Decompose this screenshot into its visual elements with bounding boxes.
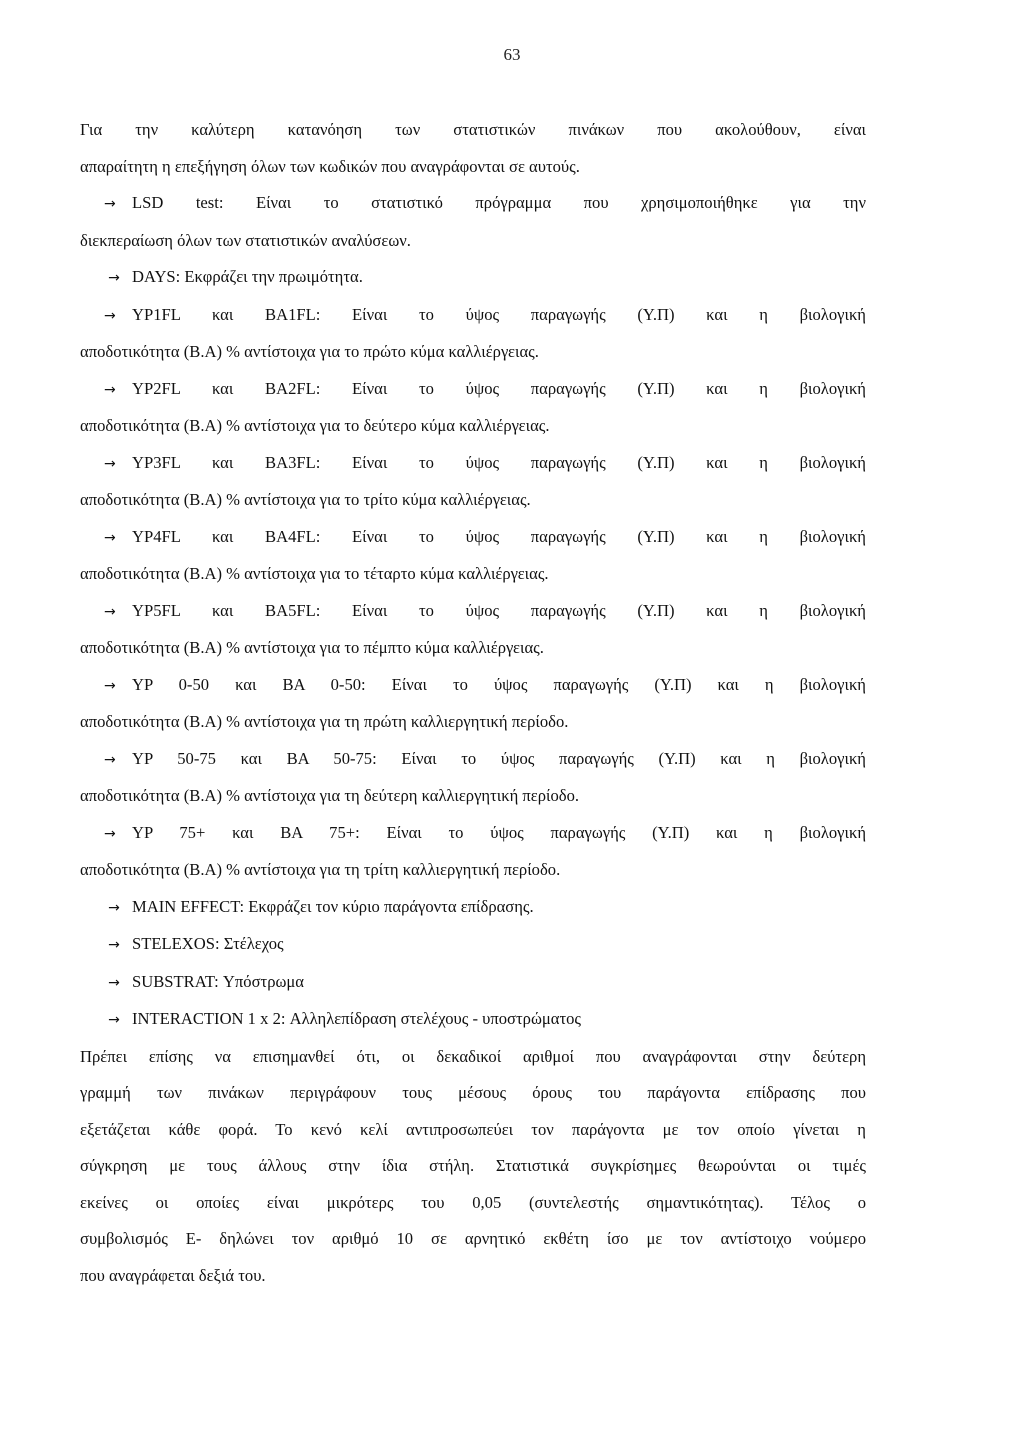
definition-line-1: YP4FL και BA4FL: Είναι το ύψος παραγωγής (Υ.Π) και η βιολογική — [132, 526, 866, 546]
definition-line-1: INTERACTION 1 x 2: Αλληλεπίδραση στελέχους - υποστρώματος — [132, 1009, 581, 1028]
definition-item — [80, 519, 866, 593]
definition-item — [80, 667, 866, 741]
definition-line-1: MAIN EFFECT: Εκφράζει τον κύριο παράγοντα επίδρασης. — [132, 896, 534, 916]
definition-line-1: LSD test: Είναι το στατιστικό πρόγραμμα που χρησιμοποιήθηκε για την — [132, 193, 866, 212]
arrow-right-icon: → — [104, 455, 116, 472]
definition-item — [80, 926, 866, 964]
page-number: 63 — [503, 45, 521, 64]
definition-line-1: SUBSTRAT: Υπόστρωμα — [132, 971, 304, 991]
definition-line-2: αποδοτικότητα (Β.Α) % αντίστοιχα για το δεύτερο κύμα καλλιέργειας. — [80, 416, 550, 435]
definition-line-1: YP1FL και BA1FL: Είναι το ύψος παραγωγής (Υ.Π) και η βιολογική — [132, 304, 866, 324]
definition-item — [80, 297, 866, 371]
definition-item — [80, 445, 866, 519]
arrow-right-icon: → — [108, 270, 120, 286]
definition-line-2: αποδοτικότητα (Β.Α) % αντίστοιχα για το τρίτο κύμα καλλιέργειας. — [80, 490, 531, 509]
arrow-right-icon: → — [108, 899, 120, 916]
arrow-right-icon: → — [104, 529, 116, 546]
definition-item — [80, 964, 866, 1002]
arrow-right-icon: → — [104, 381, 116, 398]
closing-line: γραμμή των πινάκων περιγράφουν τους μέσους όρους του παράγοντα επίδρασης που — [80, 1083, 866, 1102]
definition-line-2: αποδοτικότητα (Β.Α) % αντίστοιχα για το πρώτο κύμα καλλιέργειας. — [80, 342, 539, 361]
arrow-right-icon: → — [104, 307, 116, 324]
closing-line: εκείνες οι οποίες είναι μικρότερς του 0,05 (συντελεστής σημαντικότητας). Τέλος ο — [80, 1192, 866, 1212]
definition-item — [80, 371, 866, 445]
arrow-right-icon: → — [104, 751, 116, 768]
arrow-right-icon: → — [108, 974, 120, 991]
definition-line-1: YP2FL και BA2FL: Είναι το ύψος παραγωγής (Υ.Π) και η βιολογική — [132, 378, 866, 398]
definition-item — [80, 815, 866, 889]
definition-item — [80, 889, 866, 927]
intro-paragraph — [80, 112, 866, 185]
definition-line-1: DAYS: Εκφράζει την πρωιμότητα. — [132, 267, 363, 286]
definition-line-1: YP 50-75 και BA 50-75: Είναι το ύψος παραγωγής (Υ.Π) και η βιολογική — [132, 748, 866, 768]
arrow-right-icon: → — [104, 677, 116, 694]
arrow-right-icon: → — [108, 1012, 120, 1028]
definition-item — [80, 593, 866, 667]
definition-line-2: αποδοτικότητα (Β.Α) % αντίστοιχα για τη πρώτη καλλιεργητική περίοδο. — [80, 712, 569, 731]
arrow-right-icon: → — [104, 825, 116, 842]
intro-line-1: Για την καλύτερη κατανόηση των στατιστικών πινάκων που ακολούθουν, είναι — [80, 120, 866, 139]
closing-line: που αναγράφεται δεξιά του. — [80, 1265, 266, 1285]
closing-line: συμβολισμός Ε- δηλώνει τον αριθμό 10 σε αρνητικό εκθέτη ίσο με τον αντίστοιχο νούμερο — [80, 1229, 866, 1248]
definition-item — [80, 741, 866, 815]
definition-line-1: YP 75+ και BA 75+: Είναι το ύψος παραγωγής (Υ.Π) και η βιολογική — [132, 822, 866, 842]
definition-line-1: YP 0-50 και BA 0-50: Είναι το ύψος παραγωγής (Υ.Π) και η βιολογική — [132, 674, 866, 694]
definition-line-2: διεκπεραίωση όλων των στατιστικών αναλύσεων. — [80, 230, 411, 250]
definition-line-1: YP5FL και BA5FL: Είναι το ύψος παραγωγής (Υ.Π) και η βιολογική — [132, 600, 866, 620]
arrow-right-icon: → — [108, 937, 120, 953]
intro-line-2: απαραίτητη η επεξήγηση όλων των κωδικών που αναγράφονται σε αυτούς. — [80, 156, 580, 176]
document-body — [80, 112, 866, 1294]
definition-item — [80, 185, 866, 259]
closing-paragraph — [80, 1039, 866, 1295]
definition-item — [80, 1001, 866, 1039]
arrow-right-icon: → — [104, 196, 116, 212]
arrow-right-icon: → — [104, 603, 116, 620]
definition-item — [80, 259, 866, 297]
definition-line-2: αποδοτικότητα (Β.Α) % αντίστοιχα για το τέταρτο κύμα καλλιέργειας. — [80, 564, 549, 583]
definition-line-2: αποδοτικότητα (Β.Α) % αντίστοιχα για τη τρίτη καλλιεργητική περίοδο. — [80, 860, 561, 879]
closing-line: εξετάζεται κάθε φορά. Το κενό κελί αντιπροσωπεύει τον παράγοντα με τον οποίο γίνεται η — [80, 1119, 866, 1139]
definition-line-2: αποδοτικότητα (Β.Α) % αντίστοιχα για τη δεύτερη καλλιεργητική περίοδο. — [80, 786, 580, 805]
closing-line: Πρέπει επίσης να επισημανθεί ότι, οι δεκαδικοί αριθμοί που αναγράφονται στην δεύτερη — [80, 1046, 866, 1066]
definition-line-1: YP3FL και BA3FL: Είναι το ύψος παραγωγής (Υ.Π) και η βιολογική — [132, 452, 866, 472]
closing-line: σύγκρηση με τους άλλους στην ίδια στήλη. Στατιστικά συγκρίσημες θεωρούνται οι τιμές — [80, 1156, 866, 1175]
definition-list — [80, 185, 866, 1039]
definition-line-1: STELEXOS: Στέλεχος — [132, 934, 284, 953]
definition-line-2: αποδοτικότητα (Β.Α) % αντίστοιχα για το πέμπτο κύμα καλλιέργειας. — [80, 638, 544, 657]
